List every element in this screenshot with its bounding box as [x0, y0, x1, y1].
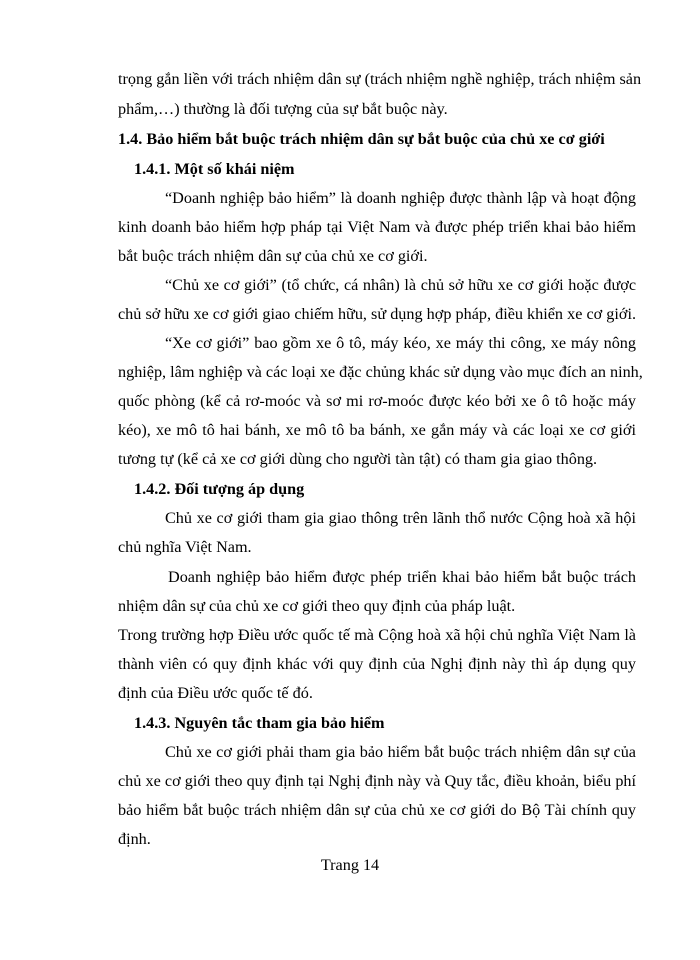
text-line: kinh doanh bảo hiểm hợp pháp tại Việt Nam và được phép triển khai bảo hiểm — [118, 218, 636, 236]
text-line: Chủ xe cơ giới phải tham gia bảo hiểm bắt buộc trách nhiệm dân sự của — [165, 743, 636, 761]
text-line: “Chủ xe cơ giới” (tổ chức, cá nhân) là chủ sở hữu xe cơ giới hoặc được — [165, 276, 636, 294]
text-line: trọng gắn liền với trách nhiệm dân sự (trách nhiệm nghề nghiệp, trách nhiệm sản — [118, 70, 642, 88]
text-line: nhiệm dân sự của chủ xe cơ giới theo quy định của pháp luật. — [118, 597, 516, 615]
text-line: Trong trường hợp Điều ước quốc tế mà Cộng hoà xã hội chủ nghĩa Việt Nam là — [118, 626, 636, 644]
subsection-heading: 1.4.1. Một số khái niệm — [134, 160, 295, 178]
subsection-heading: 1.4.3. Nguyên tắc tham gia bảo hiểm — [134, 714, 385, 732]
text-line: chủ xe cơ giới theo quy định tại Nghị định này và Quy tắc, điều khoản, biểu phí — [118, 772, 636, 790]
text-line: thành viên có quy định khác với quy định của Nghị định này thì áp dụng quy — [118, 655, 636, 673]
text-line: định của Điều ước quốc tế đó. — [118, 684, 313, 702]
text-line: phẩm,…) thường là đối tượng của sự bắt buộc này. — [118, 100, 448, 118]
text-line: “Doanh nghiệp bảo hiểm” là doanh nghiệp được thành lập và hoạt động — [165, 189, 636, 207]
text-line: nghiệp, lâm nghiệp và các loại xe đặc chủng khác sử dụng vào mục đích an ninh, — [118, 363, 643, 381]
text-line: chủ sở hữu xe cơ giới giao chiếm hữu, sử dụng hợp pháp, điều khiển xe cơ giới. — [118, 305, 636, 323]
text-line: định. — [118, 830, 151, 848]
text-line: bảo hiểm bắt buộc trách nhiệm dân sự của chủ xe cơ giới do Bộ Tài chính quy — [118, 801, 636, 819]
text-line: kéo), xe mô tô hai bánh, xe mô tô ba bánh, xe gắn máy và các loại xe cơ giới — [118, 421, 636, 439]
text-line: quốc phòng (kể cả rơ-moóc và sơ mi rơ-moóc được kéo bởi xe ô tô hoặc máy — [118, 392, 636, 410]
text-line: bắt buộc trách nhiệm dân sự của chủ xe cơ giới. — [118, 247, 428, 265]
subsection-heading: 1.4.2. Đối tượng áp dụng — [134, 480, 305, 498]
page-number: Trang 14 — [320, 856, 380, 874]
text-line: chủ nghĩa Việt Nam. — [118, 538, 252, 556]
text-line: Doanh nghiệp bảo hiểm được phép triển khai bảo hiểm bắt buộc trách — [168, 568, 636, 586]
text-line: tương tự (kể cả xe cơ giới dùng cho người tàn tật) có tham gia giao thông. — [118, 450, 598, 468]
section-heading: 1.4. Bảo hiểm bắt buộc trách nhiệm dân sự bắt buộc của chủ xe cơ giới — [118, 130, 605, 148]
text-line: Chủ xe cơ giới tham gia giao thông trên lãnh thổ nước Cộng hoà xã hội — [165, 509, 636, 527]
text-line: “Xe cơ giới” bao gồm xe ô tô, máy kéo, xe máy thi công, xe máy nông — [165, 334, 636, 352]
